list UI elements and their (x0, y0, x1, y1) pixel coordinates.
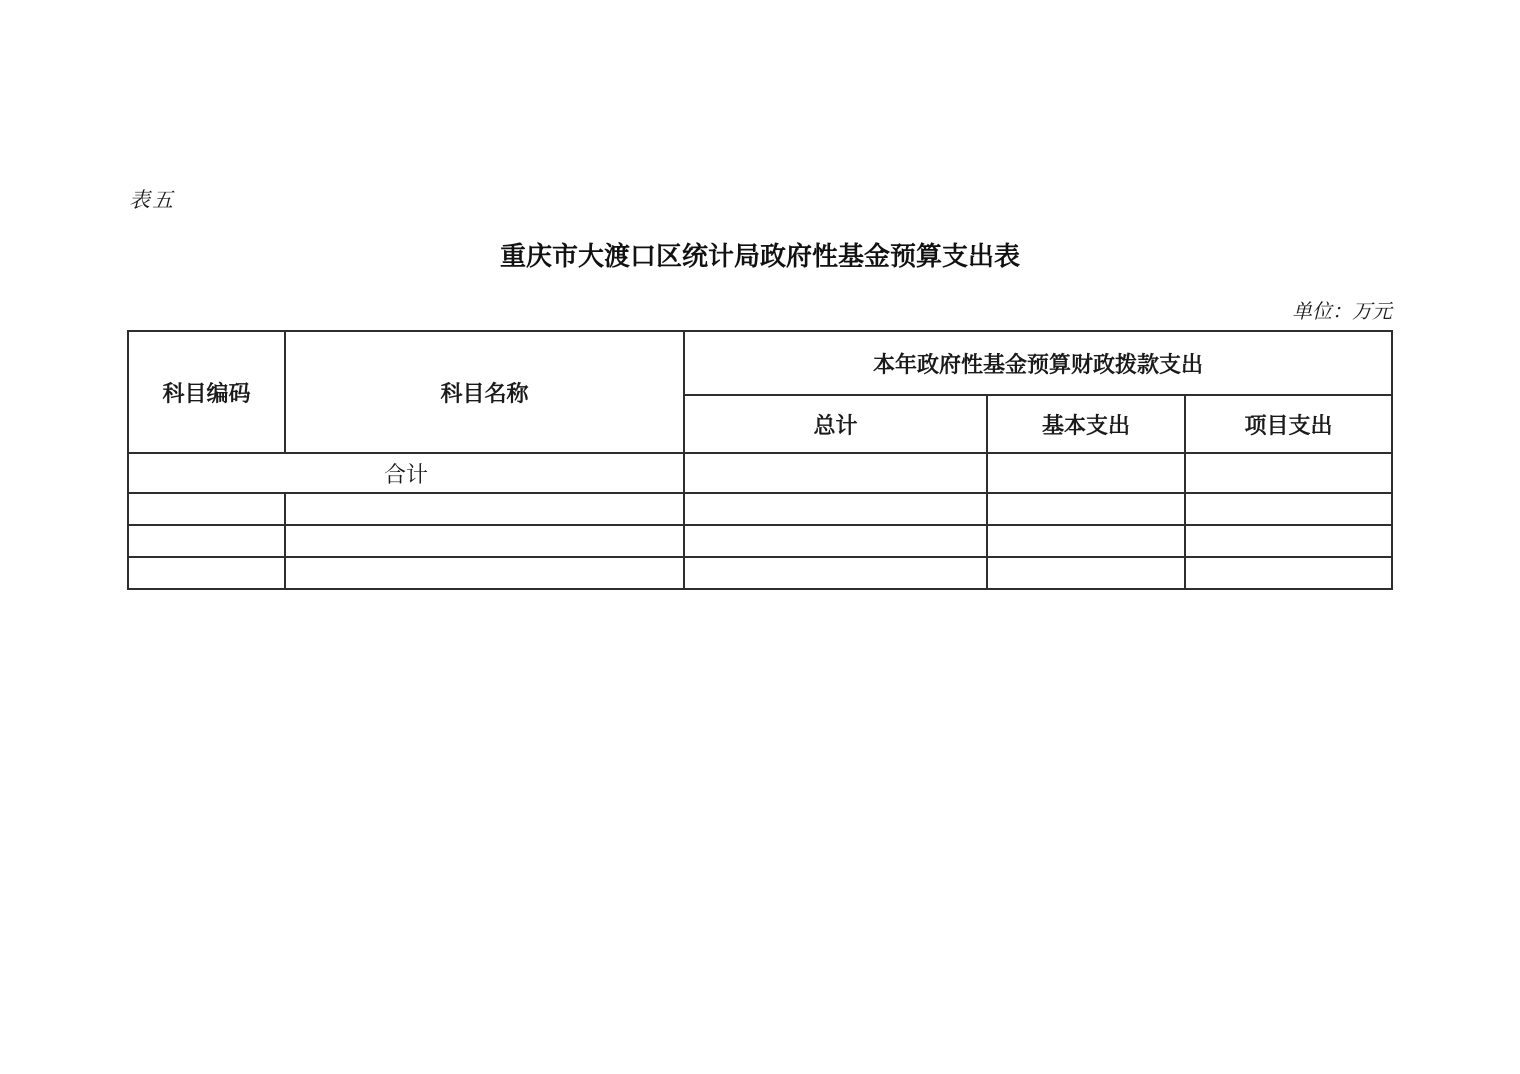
table-cell (1185, 525, 1392, 557)
summary-row (128, 453, 1392, 493)
col-header-subject-name: 科目名称 (285, 331, 684, 453)
col-header-basic-expenditure: 基本支出 (987, 395, 1185, 453)
table-cell (987, 493, 1185, 525)
page-title: 重庆市大渡口区统计局政府性基金预算支出表 (499, 242, 1020, 271)
table-number-label: 表五 (129, 188, 175, 212)
table-cell (684, 525, 987, 557)
summary-basic-cell (987, 453, 1185, 493)
table-cell (684, 557, 987, 589)
table-row (128, 557, 1392, 589)
col-header-project-expenditure: 项目支出 (1185, 395, 1392, 453)
table-cell (285, 525, 684, 557)
table-header-row-1 (128, 331, 1392, 395)
table-cell (987, 525, 1185, 557)
table-cell (285, 557, 684, 589)
table-row (128, 493, 1392, 525)
table-cell (128, 525, 285, 557)
table-cell (684, 493, 987, 525)
col-header-total: 总计 (684, 395, 987, 453)
summary-project-cell (1185, 453, 1392, 493)
table-cell (128, 557, 285, 589)
col-header-group: 本年政府性基金预算财政拨款支出 (684, 331, 1392, 395)
unit-note: 单位：万元 (1292, 301, 1392, 323)
budget-table (127, 330, 1393, 590)
table-cell (285, 493, 684, 525)
table-cell (128, 493, 285, 525)
col-header-subject-code: 科目编码 (128, 331, 285, 453)
summary-label-cell: 合计 (128, 453, 684, 493)
table-cell (1185, 557, 1392, 589)
table-row (128, 525, 1392, 557)
table-cell (1185, 493, 1392, 525)
table-cell (987, 557, 1185, 589)
summary-total-cell (684, 453, 987, 493)
